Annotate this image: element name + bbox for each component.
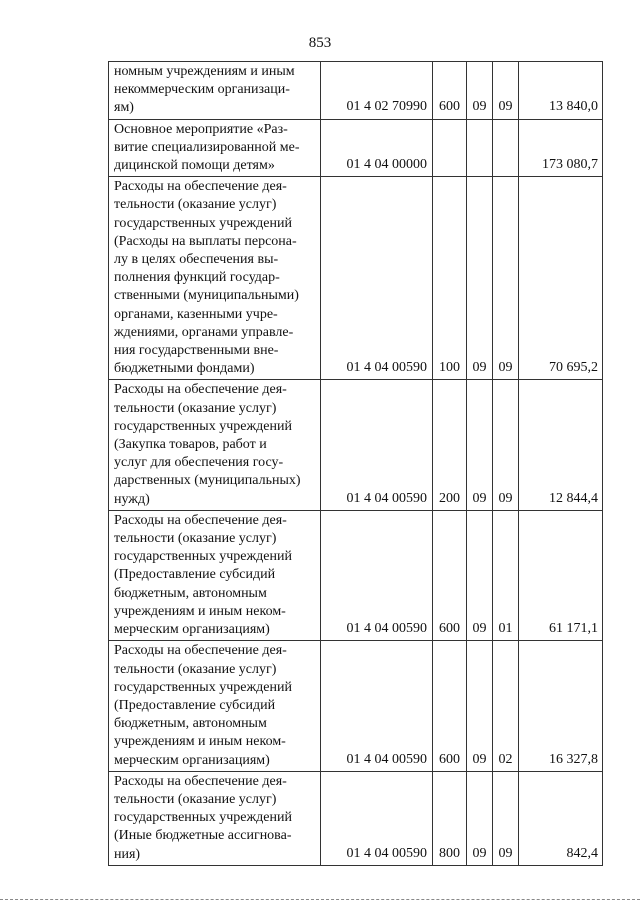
description-line: Основное мероприятие «Раз- — [114, 121, 288, 137]
expense-type-cell — [433, 119, 467, 177]
table-row — [109, 380, 603, 510]
subsection-cell: 09 — [493, 771, 519, 865]
table-row — [109, 119, 603, 177]
budget-code-cell: 01 4 02 70990 — [321, 62, 433, 120]
table-row — [109, 771, 603, 865]
description-line: тельности (оказание услуг) — [114, 400, 277, 416]
amount-cell: 61 171,1 — [519, 510, 603, 640]
description-line: услуг для обеспечения госу- — [114, 455, 284, 471]
description-line: учреждениям и иным неком- — [114, 603, 286, 619]
budget-code-cell: 01 4 04 00590 — [321, 771, 433, 865]
description-line: (Предоставление субсидий — [114, 697, 276, 713]
subsection-cell: 09 — [493, 62, 519, 120]
description-line: Расходы на обеспечение дея- — [114, 773, 287, 789]
description-line: ждениями, органами управле- — [114, 324, 294, 340]
expense-type-cell: 600 — [433, 641, 467, 771]
description-line: (Расходы на выплаты персона- — [114, 233, 297, 249]
description-line: тельности (оказание услуг) — [114, 531, 277, 547]
section-cell: 09 — [467, 641, 493, 771]
amount-cell: 16 327,8 — [519, 641, 603, 771]
description-line: дарственных (муниципальных) — [114, 473, 301, 489]
description-line: ния государственными вне- — [114, 343, 279, 359]
description-line: дицинской помощи детям» — [114, 158, 275, 174]
description-line: (Иные бюджетные ассигнова- — [114, 828, 292, 844]
amount-cell: 173 080,7 — [519, 119, 603, 177]
description-line: ния) — [114, 846, 141, 862]
row-description — [109, 380, 321, 510]
section-cell: 09 — [467, 771, 493, 865]
table-row — [109, 62, 603, 120]
description-line: ям) — [114, 100, 134, 116]
expense-type-cell: 100 — [433, 177, 467, 380]
page-number: 853 — [308, 35, 332, 51]
description-line: бюджетными фондами) — [114, 361, 255, 377]
description-line: тельности (оказание услуг) — [114, 661, 277, 677]
section-cell: 09 — [467, 380, 493, 510]
description-line: мерческим организациям) — [114, 752, 270, 768]
description-line: Расходы на обеспечение дея- — [114, 382, 287, 398]
row-description — [109, 510, 321, 640]
section-cell: 09 — [467, 62, 493, 120]
description-line: органами, казенными учре- — [114, 306, 278, 322]
description-line: государственных учреждений — [114, 810, 292, 826]
description-line: бюджетным, автономным — [114, 585, 267, 601]
expense-type-cell: 600 — [433, 510, 467, 640]
description-line: полнения функций государ- — [114, 270, 280, 286]
budget-code-cell: 01 4 04 00590 — [321, 177, 433, 380]
amount-cell: 842,4 — [519, 771, 603, 865]
section-cell: 09 — [467, 177, 493, 380]
subsection-cell: 09 — [493, 380, 519, 510]
budget-code-cell: 01 4 04 00000 — [321, 119, 433, 177]
section-cell — [467, 119, 493, 177]
amount-cell: 70 695,2 — [519, 177, 603, 380]
subsection-cell — [493, 119, 519, 177]
description-line: учреждениям и иным неком- — [114, 734, 286, 750]
budget-table-container — [108, 61, 602, 866]
description-line: государственных учреждений — [114, 549, 292, 565]
expense-type-cell: 200 — [433, 380, 467, 510]
amount-cell: 12 844,4 — [519, 380, 603, 510]
description-line: государственных учреждений — [114, 215, 292, 231]
description-line: тельности (оказание услуг) — [114, 791, 277, 807]
description-line: витие специализированной ме- — [114, 139, 300, 155]
description-line: ственными (муниципальными) — [114, 288, 299, 304]
expense-type-cell: 600 — [433, 62, 467, 120]
description-line: государственных учреждений — [114, 418, 292, 434]
subsection-cell: 01 — [493, 510, 519, 640]
subsection-cell: 09 — [493, 177, 519, 380]
row-description — [109, 119, 321, 177]
description-line: бюджетным, автономным — [114, 716, 267, 732]
description-line: лу в целях обеспечения вы- — [114, 252, 279, 268]
description-line: (Закупка товаров, работ и — [114, 437, 267, 453]
section-cell: 09 — [467, 510, 493, 640]
amount-cell: 13 840,0 — [519, 62, 603, 120]
description-line: государственных учреждений — [114, 679, 292, 695]
table-row — [109, 510, 603, 640]
subsection-cell: 02 — [493, 641, 519, 771]
table-row — [109, 641, 603, 771]
bottom-rule — [0, 899, 640, 900]
row-description — [109, 62, 321, 120]
row-description — [109, 177, 321, 380]
description-line: Расходы на обеспечение дея- — [114, 512, 287, 528]
budget-table — [108, 61, 603, 866]
budget-code-cell: 01 4 04 00590 — [321, 641, 433, 771]
description-line: тельности (оказание услуг) — [114, 197, 277, 213]
description-line: (Предоставление субсидий — [114, 567, 276, 583]
budget-code-cell: 01 4 04 00590 — [321, 380, 433, 510]
row-description — [109, 771, 321, 865]
description-line: Расходы на обеспечение дея- — [114, 179, 287, 195]
expense-type-cell: 800 — [433, 771, 467, 865]
description-line: нужд) — [114, 491, 150, 507]
table-row — [109, 177, 603, 380]
budget-code-cell: 01 4 04 00590 — [321, 510, 433, 640]
description-line: Расходы на обеспечение дея- — [114, 643, 287, 659]
description-line: некоммерческим организаци- — [114, 82, 290, 98]
description-line: номным учреждениям и иным — [114, 64, 295, 79]
row-description — [109, 641, 321, 771]
description-line: мерческим организациям) — [114, 622, 270, 638]
budget-table-body — [109, 62, 603, 866]
